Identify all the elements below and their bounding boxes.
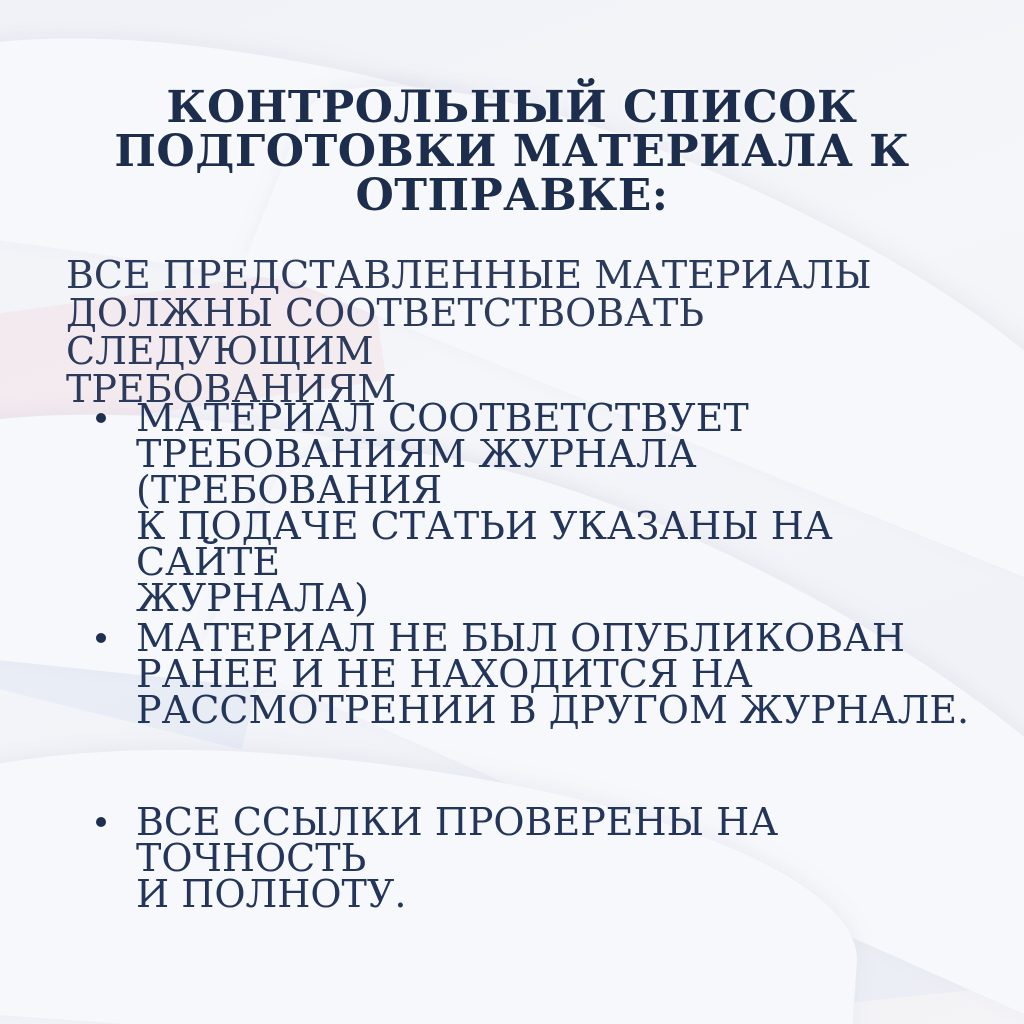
list-item-text: МАТЕРИАЛ СООТВЕТСТВУЕТ ТРЕБОВАНИЯМ ЖУРНАЛА (ТРЕБОВАНИЯ К ПОДАЧЕ СТАТЬИ УКАЗАНЫ НА САЙТЕ ЖУРНАЛА)	[136, 396, 833, 620]
list-item-text: МАТЕРИАЛ НЕ БЫЛ ОПУБЛИКОВАН РАНЕЕ И НЕ НАХОДИТСЯ НА РАССМОТРЕНИИ В ДРУГОМ ЖУРНАЛЕ.	[136, 616, 970, 732]
bullet-icon	[96, 817, 106, 827]
bullet-icon	[96, 413, 106, 423]
intro-text: ВСЕ ПРЕДСТАВЛЕННЫЕ МАТЕРИАЛЫ ДОЛЖНЫ СООТВЕТСТВОВАТЬ СЛЕДУЮЩИМ ТРЕБОВАНИЯМ	[66, 253, 872, 411]
bullet-icon	[96, 633, 106, 643]
list-item-text: ВСЕ ССЫЛКИ ПРОВЕРЕНЫ НА ТОЧНОСТЬ И ПОЛНОТУ.	[136, 800, 779, 916]
page-title: КОНТРОЛЬНЫЙ СПИСОК ПОДГОТОВКИ МАТЕРИАЛА К ОТПРАВКЕ:	[114, 82, 910, 221]
